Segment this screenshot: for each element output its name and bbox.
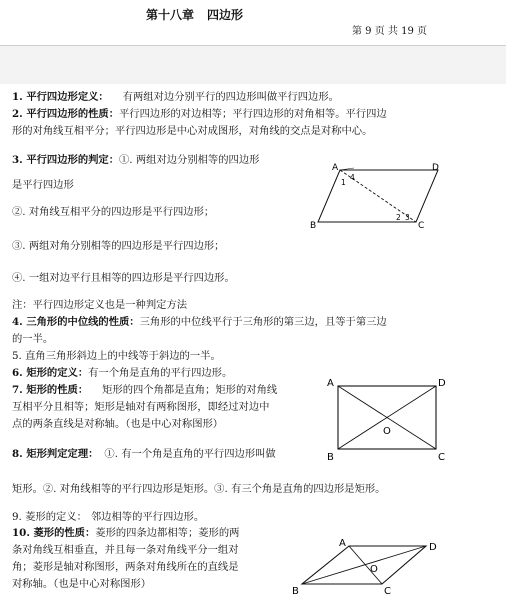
line-17 (12, 447, 276, 461)
line-4 (12, 153, 259, 167)
angle-3: 3 (405, 213, 410, 222)
body-23: 对称轴。（也是中心对称图形） (12, 578, 152, 590)
body-10: 三角形的中位线平行于三角形的第三边，且等于第三边 (139, 316, 387, 328)
body-20: 菱形的四条边都相等；菱形的两 (95, 527, 240, 539)
body-16: 点的两条直线是对称轴。（也是中心对称图形） (12, 418, 224, 430)
label-b: B (292, 586, 299, 597)
label-a: A (327, 378, 334, 389)
label-d: D (432, 163, 439, 173)
page-number: 第 9 页 共 19 页 (352, 26, 427, 37)
label-c: C (384, 586, 391, 597)
body-13: 有一个角是直角的平行四边形。 (88, 367, 233, 379)
body-11: 的一半。 (12, 333, 54, 345)
heading-8: 8. 矩形判定定理： (12, 448, 99, 460)
line-23 (12, 577, 151, 591)
page-gap (0, 46, 506, 84)
angle-1: 1 (341, 178, 346, 187)
body-1: 有两组对边分别平行的四边形叫做平行四边形。 (122, 91, 339, 103)
label-b: B (327, 452, 334, 463)
heading-1: 1. 平行四边形定义： (12, 91, 109, 103)
body-14: 矩形的四个角都是直角；矩形的对角线 (102, 384, 278, 396)
line-10 (12, 315, 387, 329)
label-a: A (339, 538, 346, 549)
line-12 (12, 349, 221, 363)
line-20 (12, 526, 239, 540)
label-o: O (370, 564, 378, 575)
body-22: 角；菱形是轴对称图形，两条对角线所在的直线是 (12, 561, 239, 573)
line-19 (12, 510, 204, 524)
line-2 (12, 107, 387, 121)
rhombus-figure (286, 534, 446, 597)
body-9: 注：平行四边形定义也是一种判定方法 (12, 299, 188, 311)
body-12: 5. 直角三角形斜边上的中线等于斜边的一半。 (12, 350, 221, 362)
chapter-title: 四边形 (207, 8, 244, 22)
body-8: ④. 一组对边平行且相等的四边形是平行四边形。 (12, 272, 235, 284)
heading-6: 6. 矩形的定义： (12, 367, 89, 379)
body-19: 邻边相等的平行四边形。 (90, 511, 205, 523)
heading-10: 10. 菱形的性质： (12, 527, 96, 539)
line-21 (12, 543, 239, 557)
line-8 (12, 271, 235, 285)
heading-7: 7. 矩形的性质： (12, 384, 89, 396)
line-1 (12, 90, 339, 104)
heading-2: 2. 平行四边形的性质： (12, 108, 120, 120)
rhombus-diagonal-bd (302, 546, 426, 584)
line-15 (12, 400, 269, 414)
label-c: C (418, 221, 425, 231)
line-14 (12, 383, 277, 397)
line-22 (12, 560, 239, 574)
line-11 (12, 332, 53, 346)
body-5: 是平行四边形 (12, 179, 74, 191)
body-4: ①. 两组对边分别相等的四边形 (119, 154, 260, 166)
body-2: 平行四边形的对边相等；平行四边形的对角相等。平行四边 (119, 108, 387, 120)
heading-9: 9. 菱形的定义： (12, 511, 87, 523)
body-18: 矩形。②. 对角线相等的平行四边形是矩形。③. 有三个角是直角的四边形是矩形。 (12, 483, 386, 495)
label-a: A (332, 163, 339, 173)
rectangle-figure (326, 376, 454, 466)
line-5 (12, 178, 74, 192)
line-18 (12, 482, 385, 496)
angle-4: 4 (350, 173, 355, 182)
label-d: D (429, 542, 437, 553)
body-7: ③. 两组对角分别相等的四边形是平行四边形； (12, 240, 225, 252)
body-6: ②. 对角线互相平分的四边形是平行四边形； (12, 206, 215, 218)
label-d: D (438, 378, 446, 389)
label-o: O (383, 426, 391, 437)
page-header (0, 0, 506, 52)
line-9 (12, 298, 187, 312)
angle-2: 2 (396, 213, 401, 222)
label-c: C (438, 452, 445, 463)
parallelogram-figure (308, 160, 448, 232)
label-b: B (310, 221, 317, 231)
body-17: ①. 有一个角是直角的平行四边形叫做 (104, 448, 276, 460)
line-3 (12, 124, 372, 138)
line-7 (12, 239, 224, 253)
line-6 (12, 205, 214, 219)
body-21: 条对角线互相垂直，并且每一条对角线平分一组对 (12, 544, 239, 556)
line-16 (12, 417, 223, 431)
line-13 (12, 366, 232, 380)
heading-4: 4. 三角形的中位线的性质： (12, 316, 140, 328)
body-15: 互相平分且相等；矩形是轴对有两称图形，即经过对边中 (12, 401, 270, 413)
heading-3: 3. 平行四边形的判定： (12, 154, 120, 166)
body-3: 形的对角线互相平分；平行四边形是中心对成图形，对角线的交点是对称中心。 (12, 125, 373, 137)
chapter-label: 第十八章 (146, 8, 195, 22)
